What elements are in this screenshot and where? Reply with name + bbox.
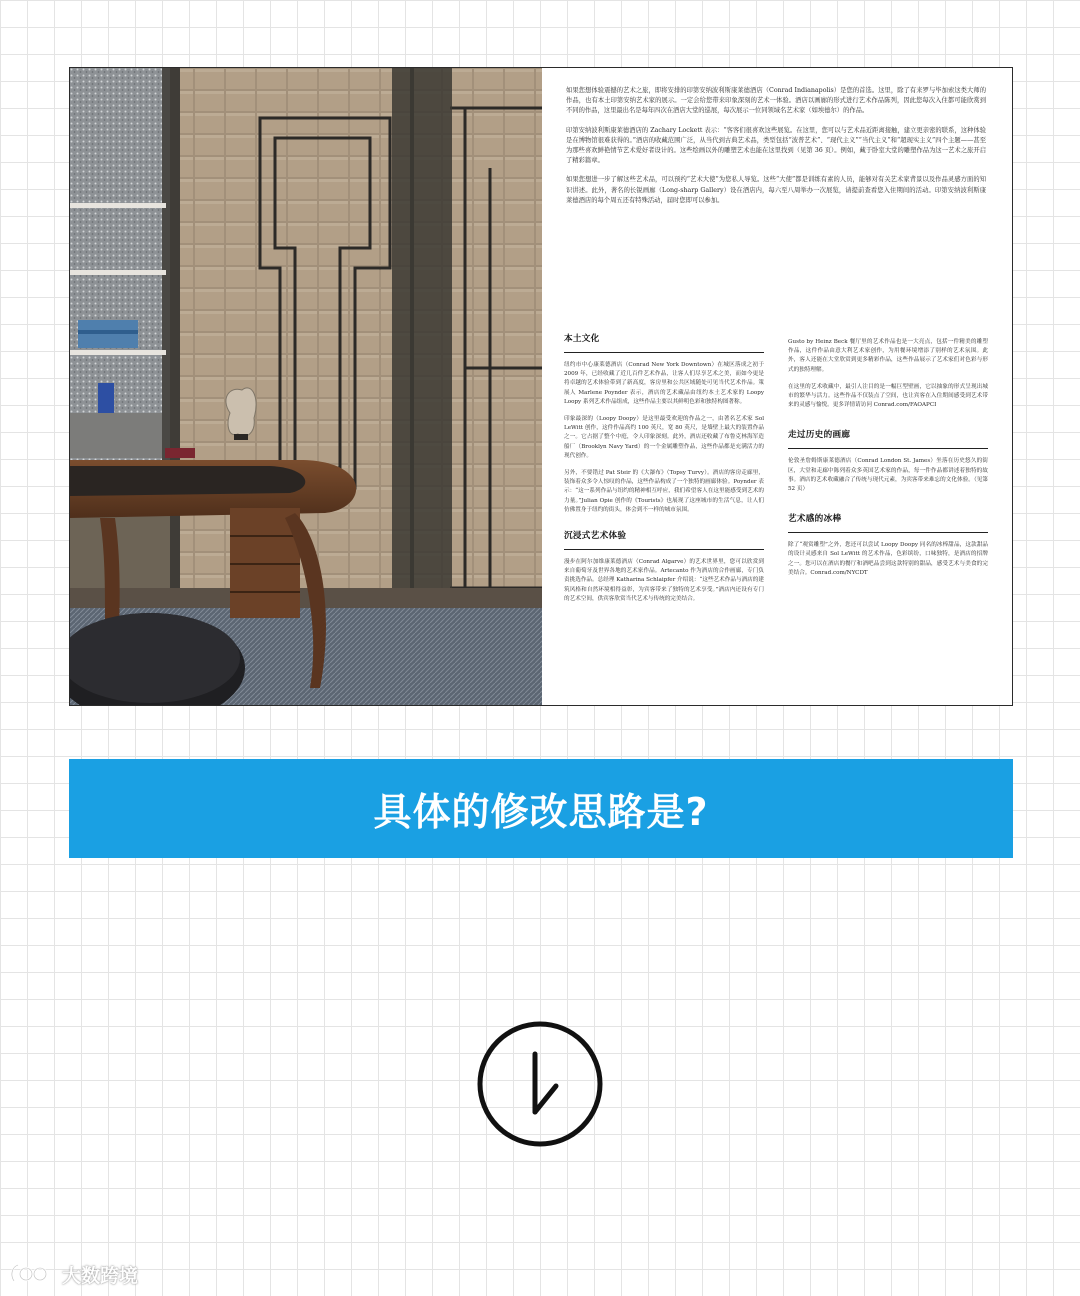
- section-immersive-art: [564, 529, 764, 604]
- section-paragraph: Gusto by Heinz Beck 餐厅里的艺术作品也是一大亮点，包括一件精美的雕塑作品，这件作品由意大利艺术家创作，为用餐环境增添了别样的艺术氛围。此外，客人还能在大堂欣赏到更多精彩作品，这些作品展示了艺术家们对色彩与形式的独特理解。: [788, 339, 988, 373]
- article-page: [542, 68, 1012, 705]
- section-rule: [788, 448, 988, 449]
- section-rule: [564, 549, 764, 550]
- section-continued: [788, 338, 988, 410]
- interior-photo: [70, 68, 542, 705]
- banner-title: 具体的修改思路是?: [373, 790, 709, 834]
- intro-paragraph-2: 印第安纳波利斯康莱德酒店的 Zachary Lockett 表示：“客客们很喜欢这些展览。在这里，您可以与艺术品近距离接触，建立更亲密的联系，这种体验是在博物馆很难获得的。”酒店的收藏范围广泛，从当代到古典艺术品，类型包括“波普艺术”、“现代主义”“当代主义”和“超现实主义”四个主题——甚至为那些喜欢鲜艳情节艺术爱好者设计的。这些绘画以外的雕塑艺术也能在这里找到（见第 36 页）。例如，藏于卧室大堂的雕塑作品为这一艺术之旅开启了精彩篇章。: [566, 126, 986, 165]
- section-title-art-popsicle: 艺术感的冰棒: [788, 514, 842, 525]
- section-paragraph: 另外，不要错过 Pat Steir 的《大瀑布》（Topsy Turvy）。酒店的客房走廊里，装饰着众多令人惊叹的作品，这些作品构成了一个独特的画廊体验。Poynder 表示：“这一系列作品与纽约的精神相互呼应，我们希望客人在这里能感受到艺术的力量。”Julian Opie 创作的《Tourists》也展现了这座城市的生活气息，让人们仿佛置身于纽约的街头，体会到不一样的城市氛围。: [564, 470, 764, 513]
- section-rule: [564, 352, 764, 353]
- intro-paragraph-3: 如果您想进一步了解这些艺术品，可以预约“艺术大使”为您私人导览。这些“大使”都是训练有素的人员，能够对有关艺术家背景以及作品灵感方面的知识讲述。此外，著名的长锐画廊（Long-sharp Gallery）设在酒店内，每六至八周举办一次展览，请提前查看您入住期间的活动。印第安纳波利斯康莱德酒店的每个周五还有特殊活动，届时您即可以参加。: [566, 176, 986, 204]
- section-title-history-gallery: 走过历史的画廊: [788, 430, 851, 441]
- section-paragraph: 伦敦圣詹姆斯康莱德酒店（Conrad London St. James）坐落在历史悠久的街区，大堂和走廊中陈列着众多英国艺术家的作品，每一件作品都讲述着独特的故事。酒店的艺术收藏融合了传统与现代元素，为宾客带来难忘的文化体验。（见第 52 页）: [788, 458, 988, 493]
- watermark-logo-icon: [8, 1261, 56, 1287]
- section-title-local-culture: 本土文化: [564, 334, 600, 344]
- left-column: [564, 332, 764, 612]
- section-local-culture: [564, 332, 764, 515]
- clock-icon: [476, 1020, 604, 1148]
- section-rule: [788, 532, 988, 533]
- section-paragraph: 在这里的艺术收藏中，最引人注目的是一幅巨型壁画，它以抽象的形式呈现出城市的繁华与活力。这些作品不仅装点了空间，也让宾客在入住期间感受到艺术带来的灵感与愉悦。更多详情请访问 Conrad.com/FAOAPCI: [788, 383, 988, 409]
- magazine-spread: [69, 67, 1013, 706]
- watermark-text: 大数跨境: [62, 1264, 139, 1287]
- section-art-popsicle: [788, 512, 988, 578]
- question-banner: [69, 759, 1013, 858]
- section-history-gallery: [788, 428, 988, 494]
- section-paragraph: 印象最深的（Loopy Doopy）是这里最受欢迎的作品之一，由著名艺术家 Sol LeWitt 创作，这件作品高约 100 英尺，宽 80 英尺，是墙壁上最大的装置作品之一。它占据了整个中庭，令人印象深刻。此外，酒店还收藏了布鲁克林海军造船厂（Brooklyn Navy Yard）的一个金属雕塑作品，这些作品都是充满活力的现代创作。: [564, 416, 764, 459]
- watermark: [8, 1261, 138, 1287]
- section-paragraph: 漫步在阿尔加维康莱德酒店（Conrad Algarve）的艺术世界里，您可以欣赏到来自葡萄牙及世界各地的艺术家作品。Artecanto 作为酒店的合作画廊，专门负责挑选作品。总经理 Katharina Schlaipfer 介绍说：“这些艺术作品与酒店的建筑风格和自然环境相得益彰，为宾客带来了独特的艺术享受。”酒店内还设有专门的艺术空间，供宾客欣赏当代艺术与传统的完美结合。: [564, 559, 764, 602]
- section-paragraph: 除了“观赏雕塑”之外，您还可以尝试 Loopy Doopy 同名的冰棒甜品，这款甜品的设计灵感来自 Sol LeWitt 的艺术作品，色彩缤纷，口味独特，是酒店的招牌之一。您可以在酒店的餐厅和酒吧品尝到这款特别的甜品，感受艺术与美食的完美结合。Conrad.com/NYCDT: [788, 542, 988, 576]
- section-title-immersive-art: 沉浸式艺术体验: [564, 531, 627, 542]
- intro-block: [566, 86, 986, 215]
- intro-paragraph-1: 如果您想体验震撼的艺术之旅，即将安排的印第安纳波利斯康莱德酒店（Conrad Indianapolis）是您的首选。这里，除了有来罗与毕加索这类大师的作品，也有本土印第安纳艺术家的展示。一定会给您带来印象深刻的艺术一体验。酒店以画廊的形式进行艺术作品陈列，因此您每次入住都可能欣赏到不同的作品，这里最出名是每年四次在酒店大堂的巡展，每次展示一位同领域名艺术家（如埃德尔）的作品。: [566, 87, 986, 115]
- section-paragraph: 纽约市中心康莱德酒店（Conrad New York Downtown）在城区落成之初于 2009 年，已经收藏了近几百件艺术作品，让客人们尽享艺术之美，而如今更是将卓越的艺术体验带到了新高度，客房里和公共区域随处可见当代艺术作品。策展人 Marlene Poynder 表示，酒店的艺术藏品由纽约本土艺术家的 Loopy Loopy 系列艺术作品组成，这些作品主要以其鲜明色彩和独特构图著称。: [564, 362, 764, 405]
- right-column: [788, 338, 988, 586]
